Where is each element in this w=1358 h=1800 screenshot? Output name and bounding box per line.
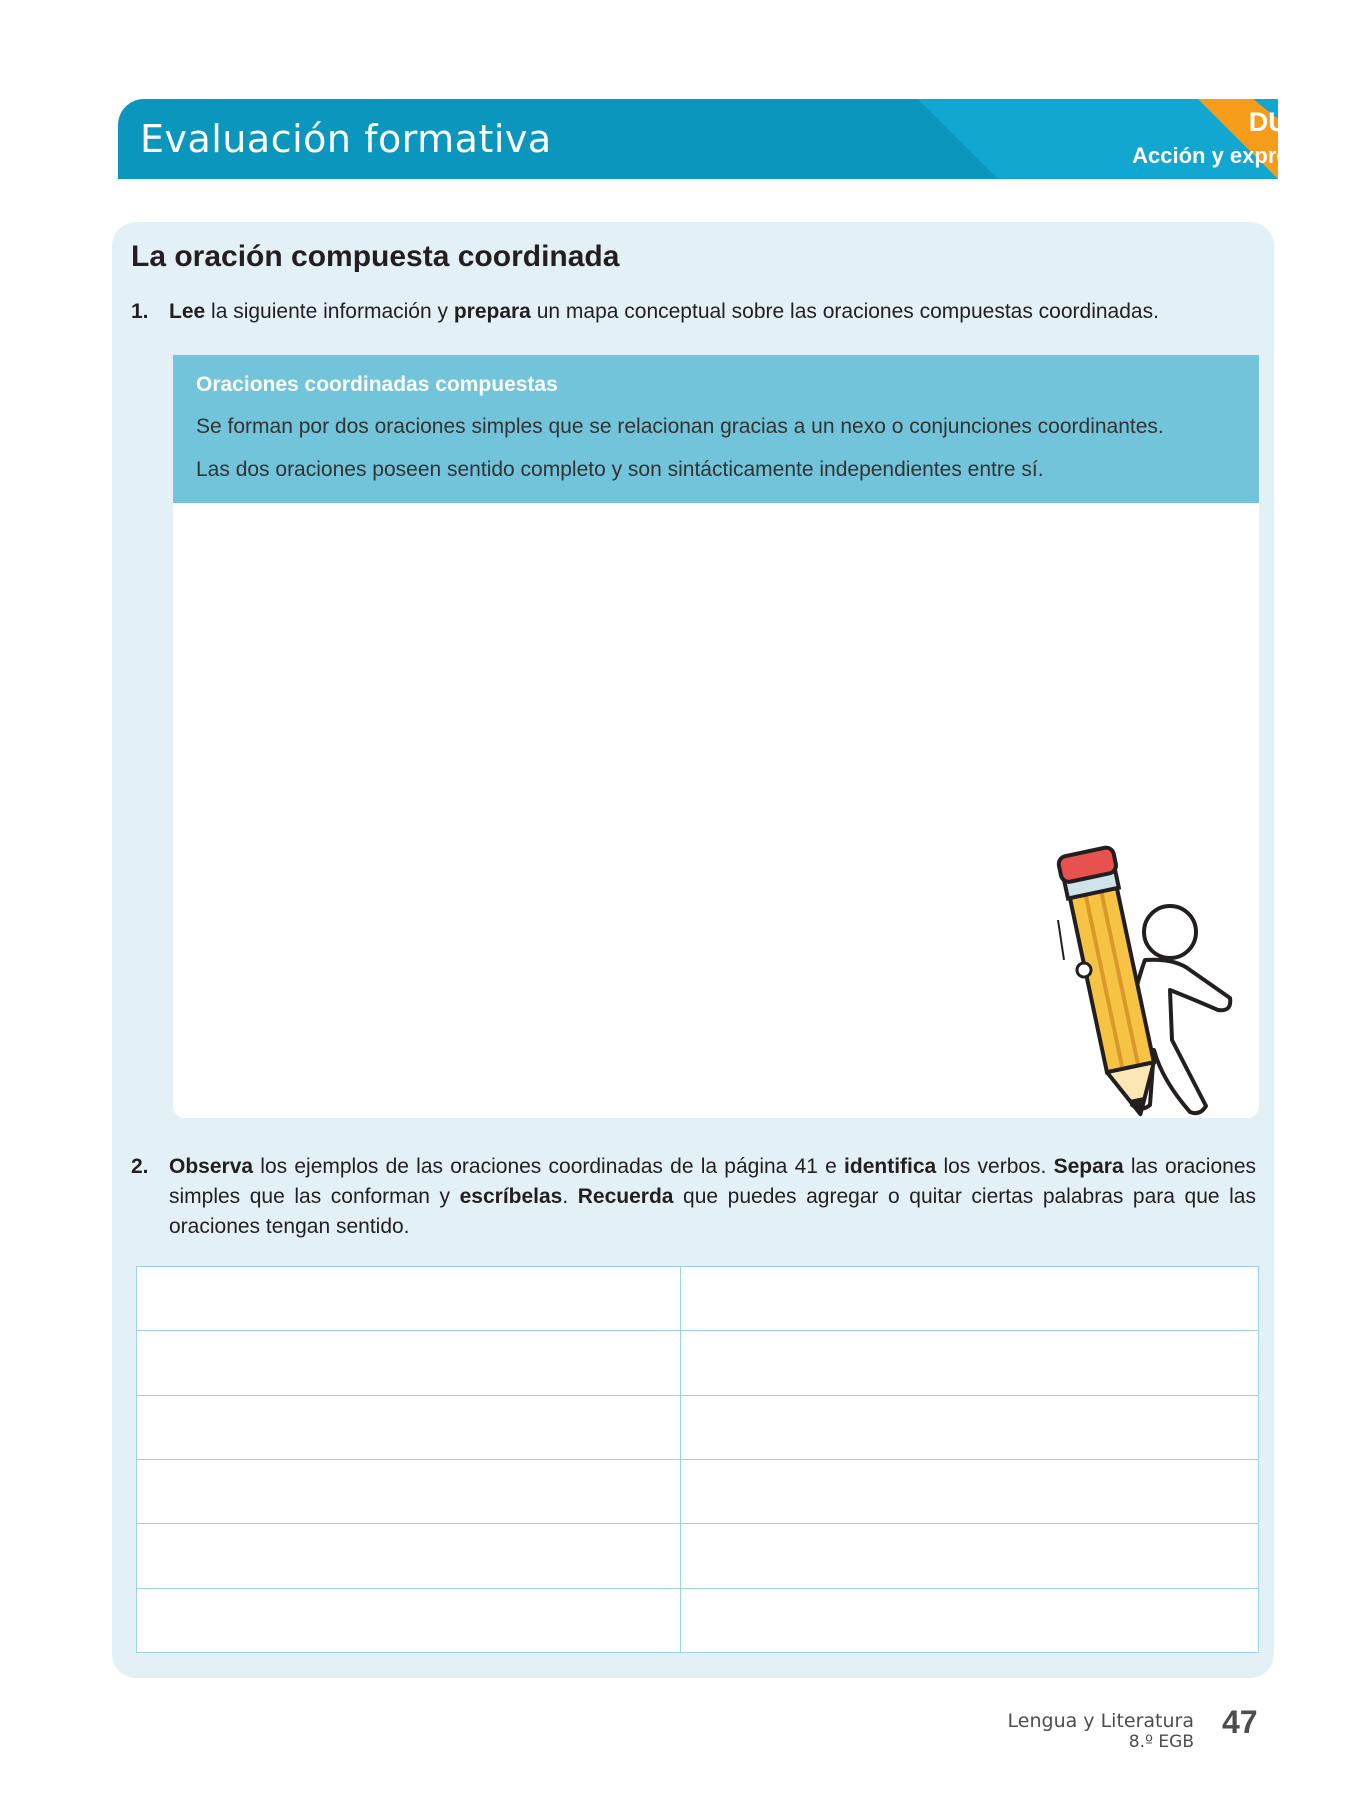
q1-text: la siguiente información y [205,300,454,323]
q2-text-3: las oraciones simples que las conforman y [169,1155,1256,1208]
info-box-line-2: Las dos oraciones poseen sentido completo y son sintácticamente independientes entre sí. [196,458,1044,481]
q1-verb-prepara: prepara [453,300,531,323]
table-row [137,1267,1259,1331]
table-row [137,1588,1259,1652]
q2-text-2: los verbos. [936,1155,1054,1178]
answer-cell[interactable] [137,1395,681,1459]
q2-text-1: los ejemplos de las oraciones coordinadas de la página 41 e [253,1155,845,1178]
table-row [137,1459,1259,1523]
q2-text-5: que puedes agregar o quitar ciertas palabras para que las oraciones tengan sentido. [169,1185,1256,1238]
footer-grade: 8.º EGB [1128,1732,1194,1752]
header-banner [118,99,1334,179]
q2-verb-separa: Separa [1053,1155,1124,1178]
q1-text-end: un mapa conceptual sobre las oraciones compuestas coordinadas. [530,300,1159,323]
q2-text-4: . [562,1185,578,1208]
footer-subject: Lengua y Literatura [1007,1710,1194,1732]
answer-cell[interactable] [137,1267,681,1331]
question-1-number: 1. [131,300,149,323]
answer-table [136,1266,1259,1653]
dua-subtitle: Acción y expresión [1132,143,1334,168]
answer-cell[interactable] [681,1395,1259,1459]
page-number: 47 [1222,1704,1258,1740]
question-2 [131,1152,1256,1242]
pencil-character-icon [1050,850,1260,1120]
q2-verb-observa: Observa [169,1155,254,1178]
answer-cell[interactable] [137,1588,681,1652]
answer-cell[interactable] [681,1331,1259,1395]
q2-verb-recuerda: Recuerda [577,1185,674,1208]
question-2-number: 2. [131,1155,149,1178]
answer-cell[interactable] [137,1459,681,1523]
q1-verb-lee: Lee [169,300,206,323]
table-row [137,1331,1259,1395]
table-row [137,1395,1259,1459]
answer-cell[interactable] [681,1459,1259,1523]
answer-cell[interactable] [137,1524,681,1588]
q2-verb-escribelas: escríbelas [459,1185,563,1208]
answer-cell[interactable] [681,1267,1259,1331]
dua-label: DUA [1248,107,1308,137]
answer-cell[interactable] [681,1588,1259,1652]
answer-cell[interactable] [137,1331,681,1395]
page-title: Evaluación formativa [140,117,552,161]
question-1 [131,297,1261,327]
info-box-title: Oraciones coordinadas compuestas [196,373,558,396]
info-box [173,355,1259,503]
q2-verb-identifica: identifica [844,1155,937,1178]
info-box-line-1: Se forman por dos oraciones simples que se relacionan gracias a un nexo o conjunciones coordinantes. [196,415,1164,438]
table-row [137,1524,1259,1588]
answer-cell[interactable] [681,1524,1259,1588]
section-title: La oración compuesta coordinada [131,240,620,273]
